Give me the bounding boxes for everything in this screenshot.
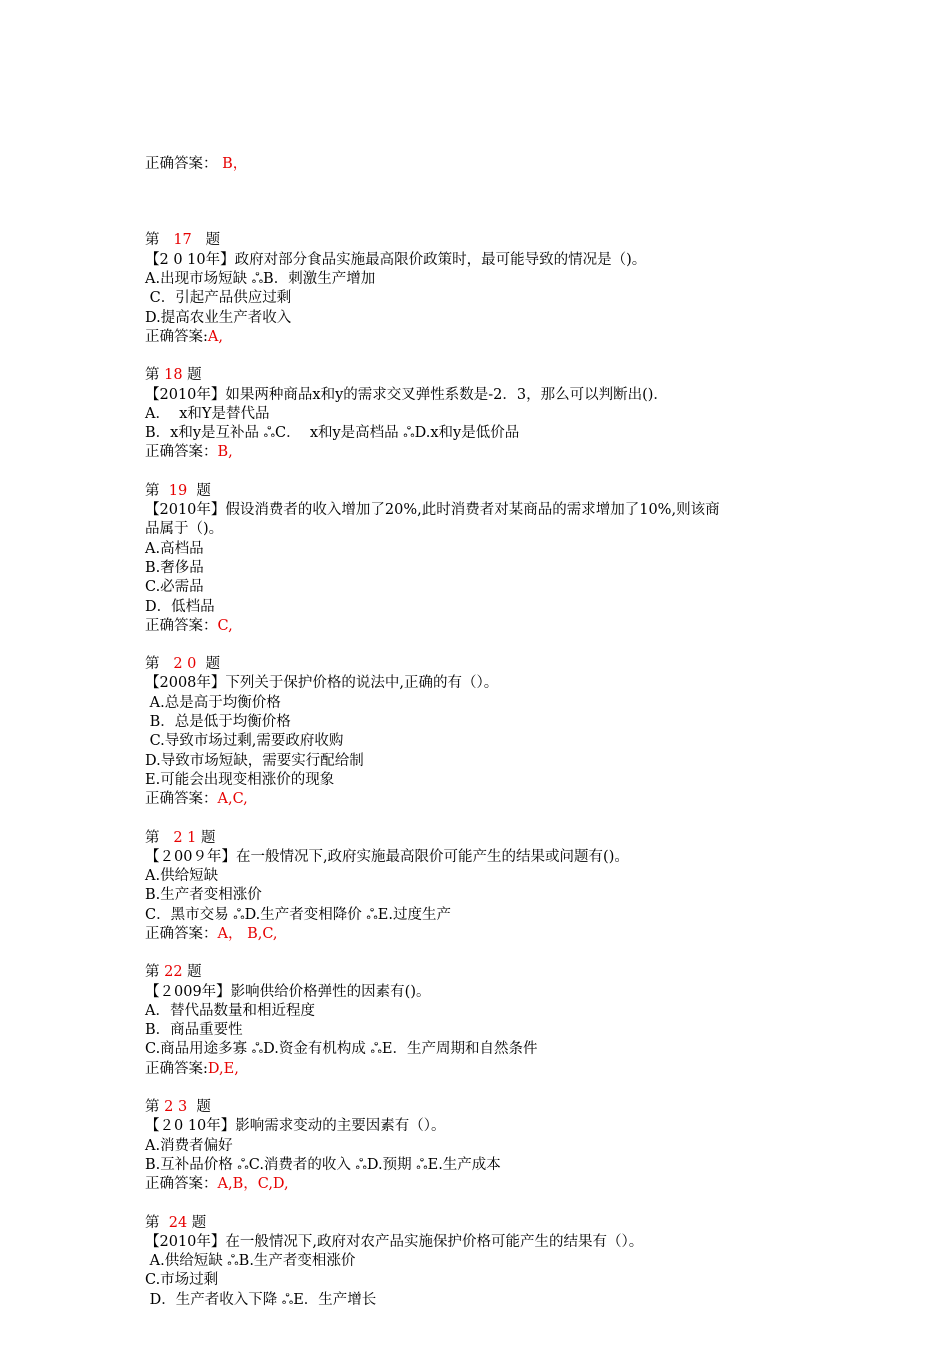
answer-label: 正确答案： — [145, 791, 218, 808]
answer-line — [145, 617, 825, 636]
question-option-line: D．低档品 — [145, 598, 215, 615]
question-block — [145, 944, 825, 1079]
answer-label: 正确答案: — [145, 1060, 208, 1077]
answer-value: D,E, — [207, 1060, 239, 1077]
question-stem: 【2010年】假设消费者的收入增加了20%,此时消费者对某商品的需求增加了10%,则该商 — [145, 502, 720, 519]
question-heading — [145, 366, 825, 385]
spacer — [145, 463, 825, 482]
question-heading — [145, 829, 825, 848]
spacer — [145, 1079, 825, 1098]
answer-line — [145, 328, 825, 347]
spacer — [145, 944, 825, 963]
question-number: 24 — [168, 1214, 188, 1231]
answer-line — [145, 790, 825, 809]
question-stem: 【２009年】影响供给价格弹性的因素有()。 — [145, 983, 431, 1000]
answer-value: B, — [217, 444, 233, 461]
question-option-line: C．黑市交易 ஃD.生产者变相降价 ஃE.过度生产 — [145, 906, 451, 923]
question-stem: 【2010年】在一般情况下,政府对农产品实施保护价格可能产生的结果有（）。 — [145, 1233, 644, 1250]
question-option-line: B.互补品价格 ஃC.消费者的收入 ஃD.预期 ஃE.生产成本 — [145, 1156, 501, 1173]
question-option-line: B．总是低于均衡价格 — [145, 714, 291, 731]
answer-line — [145, 443, 825, 462]
heading-prefix: 第 — [145, 232, 174, 249]
heading-suffix: 题 — [191, 232, 221, 249]
answer-value: A, — [207, 328, 223, 345]
question-option-line: B.奢侈品 — [145, 559, 204, 576]
question-option-line: A.供给短缺 ஃB.生产者变相涨价 — [145, 1253, 356, 1270]
answer-value: A,C, — [217, 791, 248, 808]
question-option-line: A． x和Y是替代品 — [145, 405, 270, 422]
question-option-line: C.导致市场过剩,需要政府收购 — [145, 733, 344, 750]
spacer — [145, 212, 825, 231]
heading-prefix: 第 — [145, 656, 174, 673]
question-stem: 【2 0 10年】政府对部分食品实施最高限价政策时，最可能导致的情况是（)。 — [145, 251, 647, 268]
heading-suffix: 题 — [187, 1214, 207, 1231]
answer-line — [145, 1060, 825, 1079]
answer-label: 正确答案： — [145, 1176, 218, 1193]
question-option-line: B．x和y是互补品 ஃC． x和y是高档品 ஃD.x和y是低价品 — [145, 425, 520, 442]
answer-line — [145, 155, 825, 174]
heading-suffix: 题 — [182, 367, 202, 384]
question-block — [145, 212, 825, 347]
question-stem: 【２0 10年】影响需求变动的主要因素有（）。 — [145, 1118, 446, 1135]
answer-value: B， — [217, 155, 248, 172]
question-number: 2 0 — [173, 656, 197, 673]
question-list — [145, 212, 825, 1310]
question-option-line: C.商品用途多寡 ஃD.资金有机构成 ஃE．生产周期和自然条件 — [145, 1041, 538, 1058]
question-heading — [145, 1098, 825, 1117]
question-option-line: 品属于（)。 — [145, 521, 224, 538]
question-option-line: C．引起产品供应过剩 — [145, 290, 292, 307]
spacer — [145, 810, 825, 829]
heading-suffix: 题 — [196, 829, 216, 846]
question-block — [145, 347, 825, 462]
heading-prefix: 第 — [145, 829, 174, 846]
question-option-line: D．生产者收入下降 ஃE．生产增长 — [145, 1291, 377, 1308]
question-option-line: A.总是高于均衡价格 — [145, 694, 281, 711]
answer-label: 正确答案： — [145, 444, 218, 461]
spacer — [145, 636, 825, 655]
question-option-line: A.消费者偏好 — [145, 1137, 233, 1154]
question-number: 17 — [173, 232, 192, 249]
question-block — [145, 1079, 825, 1194]
question-block — [145, 810, 825, 945]
question-heading — [145, 1214, 825, 1233]
document-body — [145, 116, 825, 1349]
spacer — [145, 1195, 825, 1214]
question-number: 2 3 — [164, 1099, 188, 1116]
heading-suffix: 题 — [187, 1099, 211, 1116]
answer-label: 正确答案： — [145, 617, 218, 634]
question-option-line: A.出现市场短缺 ஃB．刺激生产增加 — [145, 271, 376, 288]
question-option-line: A.供给短缺 — [145, 868, 219, 885]
heading-suffix: 题 — [182, 964, 202, 981]
spacer — [145, 347, 825, 366]
heading-prefix: 第 — [145, 482, 169, 499]
answer-label: 正确答案: — [145, 328, 208, 345]
answer-label: 正确答案： — [145, 925, 218, 942]
question-option-line: B．商品重要性 — [145, 1022, 243, 1039]
question-heading — [145, 963, 825, 982]
question-option-line: C.必需品 — [145, 579, 204, 596]
question-option-line: D.提高农业生产者收入 — [145, 309, 292, 326]
question-option-line: B.生产者变相涨价 — [145, 887, 262, 904]
heading-suffix: 题 — [187, 482, 211, 499]
question-stem: 【2008年】下列关于保护价格的说法中,正确的有（）。 — [145, 675, 499, 692]
question-block — [145, 1195, 825, 1310]
heading-prefix: 第 — [145, 964, 165, 981]
question-block — [145, 463, 825, 636]
question-option-line: D.导致市场短缺，需要实行配给制 — [145, 752, 364, 769]
answer-line — [145, 925, 825, 944]
question-option-line: C.市场过剩 — [145, 1272, 219, 1289]
answer-value: C, — [217, 617, 233, 634]
heading-prefix: 第 — [145, 367, 165, 384]
question-number: 19 — [168, 482, 188, 499]
question-number: 2 1 — [173, 829, 197, 846]
answer-value: A,B，C,D, — [217, 1176, 289, 1193]
question-stem: 【2010年】如果两种商品x和y的需求交叉弹性系数是-2．3，那么可以判断出()． — [145, 386, 668, 403]
heading-suffix: 题 — [196, 656, 221, 673]
heading-prefix: 第 — [145, 1214, 169, 1231]
question-heading — [145, 482, 825, 501]
question-option-line: E.可能会出现变相涨价的现象 — [145, 771, 335, 788]
question-heading — [145, 231, 825, 250]
answer-label: 正确答案： — [145, 155, 218, 172]
answer-line — [145, 1175, 825, 1194]
answer-value: A， B,C, — [217, 925, 278, 942]
question-number: 22 — [164, 964, 183, 981]
heading-prefix: 第 — [145, 1099, 165, 1116]
question-stem: 【２00９年】在一般情况下,政府实施最高限价可能产生的结果或问题有()。 — [145, 848, 629, 865]
question-option-line: A．替代品数量和相近程度 — [145, 1002, 315, 1019]
question-option-line: A.高档品 — [145, 540, 204, 557]
question-number: 18 — [164, 367, 183, 384]
question-block — [145, 636, 825, 809]
question-heading — [145, 655, 825, 674]
